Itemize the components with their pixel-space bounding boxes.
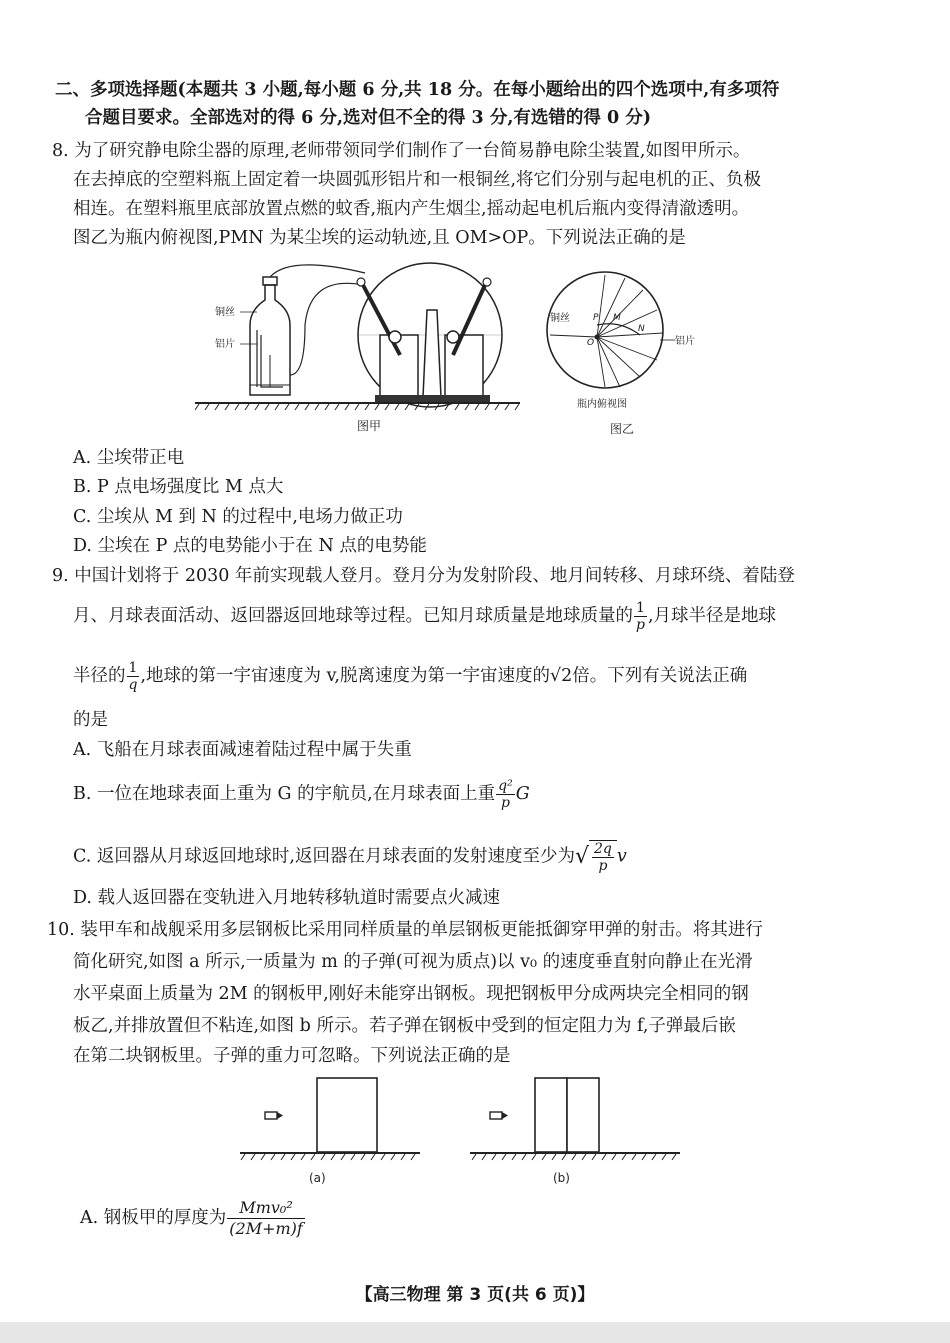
q9-frac-1-over-p — [634, 600, 647, 633]
q10-stem-line2: 简化研究,如图 a 所示,一质量为 m 的子弹(可视为质点)以 v₀ 的速度垂直射向静止在光滑 — [73, 952, 753, 972]
q8-figure-a — [195, 255, 525, 440]
q9-frac2-num: 1 — [127, 660, 140, 677]
q9-optb-num: q² — [498, 778, 513, 794]
q10-opta-den: (2M+m)f — [229, 1219, 303, 1238]
q9-optc-den: p — [598, 858, 608, 874]
fig2-caption: 图乙 — [610, 422, 635, 436]
fig2-point-o: O — [587, 338, 595, 348]
q9-optb-pre: B. 一位在地球表面上重为 G 的宇航员,在月球表面上重 — [73, 784, 496, 804]
q9-frac2-den: q — [128, 677, 138, 693]
bullet-icon — [265, 1112, 277, 1119]
q8-option-b: B. P 点电场强度比 M 点大 — [73, 477, 284, 497]
q10-figure-a — [235, 1072, 425, 1192]
q10-option-a — [80, 1196, 306, 1240]
q10-opta-frac — [227, 1198, 305, 1239]
q10-stem-line5: 在第二块钢板里。子弹的重力可忽略。下列说法正确的是 — [73, 1046, 511, 1066]
sqrt-radical-icon: √ — [574, 844, 589, 869]
q9-option-a: A. 飞船在月球表面减速着陆过程中属于失重 — [73, 740, 412, 760]
q9-line3-post: ,地球的第一宇宙速度为 v,脱离速度为第一宇宙速度的√2倍。下列有关说法正确 — [140, 666, 748, 686]
q8-option-c: C. 尘埃从 M 到 N 的过程中,电场力做正功 — [73, 507, 403, 527]
q9-option-c — [73, 840, 627, 874]
q9-stem-line2 — [73, 600, 776, 633]
q9-frac1-den: p — [636, 617, 645, 633]
q9-option-d: D. 载人返回器在变轨进入月地转移轨道时需要点火减速 — [73, 888, 501, 908]
fig1-caption: 图甲 — [357, 419, 382, 433]
q9-optc-pre: C. 返回器从月球返回地球时,返回器在月球表面的发射速度至少为 — [73, 846, 575, 867]
q9-optb-post: G — [515, 784, 530, 804]
q9-option-b — [73, 778, 530, 811]
q9-stem-line1: 9. 中国计划将于 2030 年前实现载人登月。登月分为发射阶段、地月间转移、月球环绕、着陆登 — [52, 566, 795, 586]
q8-stem-line1: 8. 为了研究静电除尘器的原理,老师带领同学们制作了一台简易静电除尘装置,如图甲所示。 — [52, 141, 751, 161]
q10-figure-b — [468, 1072, 688, 1192]
q9-optc-post: v — [616, 846, 627, 867]
q9-optb-den: p — [500, 795, 510, 811]
q9-optc-num: 2q — [593, 841, 612, 857]
q9-line3-pre: 半径的 — [73, 666, 126, 686]
q8-option-a: A. 尘埃带正电 — [73, 448, 185, 468]
fig-a-caption: (a) — [309, 1171, 326, 1185]
q10-stem-line4: 板乙,并排放置但不粘连,如图 b 所示。若子弹在钢板中受到的恒定阻力为 f,子弹最后嵌 — [73, 1016, 736, 1036]
q9-optc-frac — [592, 841, 614, 874]
q10-opta-num: Mmv₀² — [227, 1198, 305, 1219]
fig2-point-p: P — [593, 313, 599, 323]
q9-line2-post: ,月球半径是地球 — [647, 606, 777, 626]
fig1-wire-label: 铜丝 — [215, 307, 235, 318]
q10-opta-pre: A. 钢板甲的厚度为 — [80, 1208, 227, 1228]
q8-option-d: D. 尘埃在 P 点的电势能小于在 N 点的电势能 — [73, 536, 427, 556]
q9-stem-line4: 的是 — [73, 710, 108, 730]
q8-stem-line2: 在去掉底的空塑料瓶上固定着一块圆弧形铝片和一根铜丝,将它们分别与起电机的正、负极 — [73, 170, 762, 190]
fig2-point-m: M — [613, 313, 621, 323]
q9-line2-pre: 月、月球表面活动、返回器返回地球等过程。已知月球质量是地球质量的 — [73, 606, 633, 626]
q8-figure-b — [535, 265, 715, 445]
bullet-icon — [490, 1112, 502, 1119]
fig2-wire-label: 铜丝 — [550, 313, 570, 324]
q9-frac1-num: 1 — [634, 600, 647, 617]
fig2-sub-caption: 瓶内俯视图 — [577, 399, 627, 410]
fig1-plate-label: 铝片 — [215, 339, 235, 350]
page-footer: 【高三物理 第 3 页(共 6 页)】 — [355, 1285, 595, 1305]
section-title-line2: 合题目要求。全部选对的得 6 分,选对但不全的得 3 分,有选错的得 0 分) — [85, 108, 652, 128]
bottom-strip — [0, 1322, 950, 1343]
fig-b-caption: (b) — [553, 1171, 570, 1185]
q8-stem-line4: 图乙为瓶内俯视图,PMN 为某尘埃的运动轨迹,且 OM>OP。下列说法正确的是 — [73, 228, 686, 248]
q9-optc-sqrt — [589, 840, 617, 874]
q9-frac-1-over-q — [127, 660, 140, 693]
q9-stem-line3 — [73, 660, 747, 693]
section-title-line1: 二、多项选择题(本题共 3 小题,每小题 6 分,共 18 分。在每小题给出的四个选项中,有多项符 — [55, 80, 780, 100]
q9-optb-frac — [496, 778, 515, 811]
q10-stem-line3: 水平桌面上质量为 2M 的钢板甲,刚好未能穿出钢板。现把钢板甲分成两块完全相同的钢 — [73, 984, 749, 1004]
fig2-point-n: N — [638, 324, 645, 334]
q8-stem-line3: 相连。在塑料瓶里底部放置点燃的蚊香,瓶内产生烟尘,摇动起电机后瓶内变得清澈透明。 — [73, 199, 750, 219]
fig2-plate-label: 铝片 — [675, 336, 695, 347]
q10-stem-line1: 10. 装甲车和战舰采用多层钢板比采用同样质量的单层钢板更能抵御穿甲弹的射击。将其进行 — [47, 920, 763, 940]
